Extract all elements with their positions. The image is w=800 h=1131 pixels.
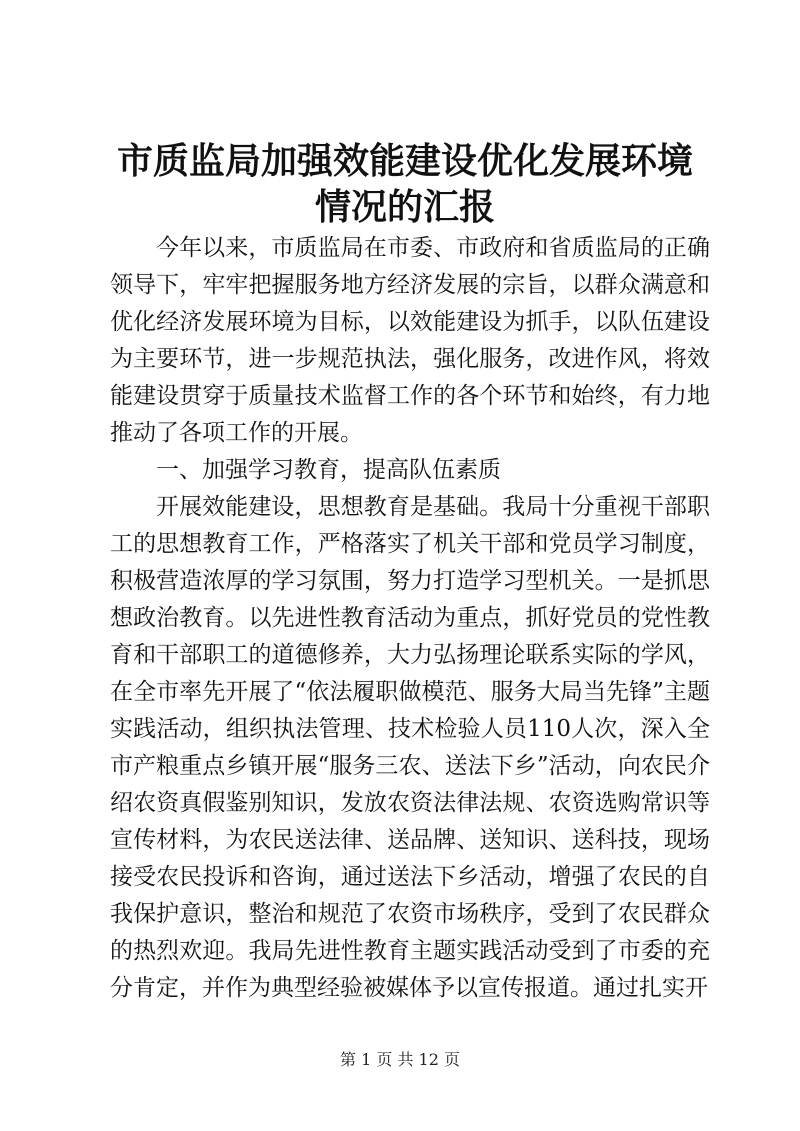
document-title: 市质监局加强效能建设优化发展环境情况的汇报 (116, 140, 693, 228)
intro-paragraph: 今年以来，市质监局在市委、市政府和省质监局的正确领导下，牢牢把握服务地方经济发展的宗旨，以群众满意和优化经济发展环境为目标，以效能建设为抓手，以队伍建设为主要环节，进一步规范执法，强化服务，改进作风，将效能建设贯穿于质量技术监督工作的各个环节和始终，有力地推动了各项工作的开展。 (110, 235, 710, 446)
page-footer: 第 1 页 共 12 页 (340, 1050, 460, 1069)
document-body (110, 230, 710, 1007)
section-heading: 一、加强学习教育，提高队伍素质 (156, 457, 501, 483)
section-paragraph: 开展效能建设，思想教育是基础。我局十分重视干部职工的思想教育工作，严格落实了机关干部和党员学习制度，积极营造浓厚的学习氛围，努力打造学习型机关。一是抓思想政治教育。以先进性教育活动为重点，抓好党员的党性教育和干部职工的道德修养，大力弘扬理论联系实际的学风，在全市率先开展了“依法履职做模范、服务大局当先锋”主题实践活动，组织执法管理、技术检验人员110人次，深入全市产粮重点乡镇开展“服务三农、送法下乡”活动，向农民介绍农资真假鉴别知识，发放农资法律法规、农资选购常识等宣传材料，为农民送法律、送品牌、送知识、送科技，现场接受农民投诉和咨询，通过送法下乡活动，增强了农民的自我保护意识，整治和规范了农资市场秩序，受到了农民群众的热烈欢迎。我局先进性教育主题实践活动受到了市委的充分肯定，并作为典型经验被媒体予以宣传报道。通过扎实开 (110, 494, 710, 1001)
